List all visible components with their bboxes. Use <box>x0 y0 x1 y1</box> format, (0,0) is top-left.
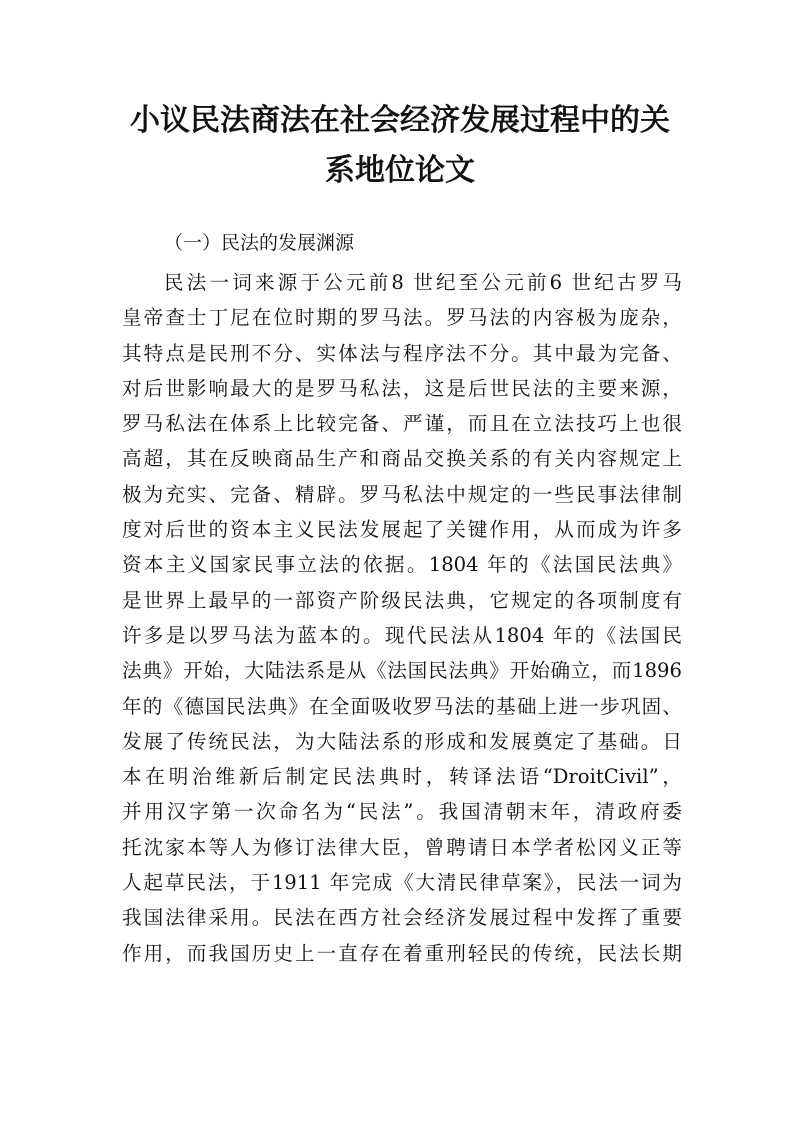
body-line: 法典》开始，大陆法系是从《法国民法典》开始确立，而1896 <box>122 659 682 683</box>
body-line: 资本主义国家民事立法的依据。1804 年的《法国民法典》 <box>122 553 682 577</box>
body-line: 我国法律采用。民法在西方社会经济发展过程中发挥了重要 <box>122 906 682 930</box>
body-line: 并用汉字第一次命名为“民法”。我国清朝末年，清政府委 <box>122 800 682 824</box>
body-line: 是世界上最早的一部资产阶级民法典，它规定的各项制度有 <box>122 588 682 612</box>
body-line: 对后世影响最大的是罗马私法，这是后世民法的主要来源， <box>122 376 682 400</box>
body-line: 罗马私法在体系上比较完备、严谨，而且在立法技巧上也很 <box>122 412 682 436</box>
body-line: 极为充实、完备、精辟。罗马私法中规定的一些民事法律制 <box>122 482 682 506</box>
body-line: 作用，而我国历史上一直存在着重刑轻民的传统，民法长期 <box>122 941 682 965</box>
title-line-1: 小议民法商法在社会经济发展过程中的关 <box>130 103 670 138</box>
body-line: 托沈家本等人为修订法律大臣，曾聘请日本学者松冈义正等 <box>122 835 682 859</box>
body-line: 高超，其在反映商品生产和商品交换关系的有关内容规定上 <box>122 447 682 471</box>
body-line: 本在明治维新后制定民法典时，转译法语“DroitCivil”， <box>122 765 682 789</box>
body-line: 人起草民法，于1911 年完成《大清民律草案》，民法一词为 <box>122 871 682 895</box>
body-line: 发展了传统民法，为大陆法系的形成和发展奠定了基础。日 <box>122 729 682 753</box>
body-line: 其特点是民刑不分、实体法与程序法不分。其中最为完备、 <box>122 341 682 365</box>
section-heading: （一）民法的发展渊源 <box>164 232 355 254</box>
body-line: 年的《德国民法典》在全面吸收罗马法的基础上进一步巩固、 <box>122 694 682 718</box>
body-line: 许多是以罗马法为蓝本的。现代民法从1804 年的《法国民 <box>122 623 682 647</box>
body-line: 民法一词来源于公元前8 世纪至公元前6 世纪古罗马 <box>164 271 682 294</box>
body-paragraph <box>122 265 682 971</box>
body-line: 度对后世的资本主义民法发展起了关键作用，从而成为许多 <box>122 518 682 542</box>
title-line-2: 系地位论文 <box>325 153 475 188</box>
body-line: 皇帝查士丁尼在位时期的罗马法。罗马法的内容极为庞杂， <box>122 306 682 330</box>
document-title <box>100 96 700 196</box>
